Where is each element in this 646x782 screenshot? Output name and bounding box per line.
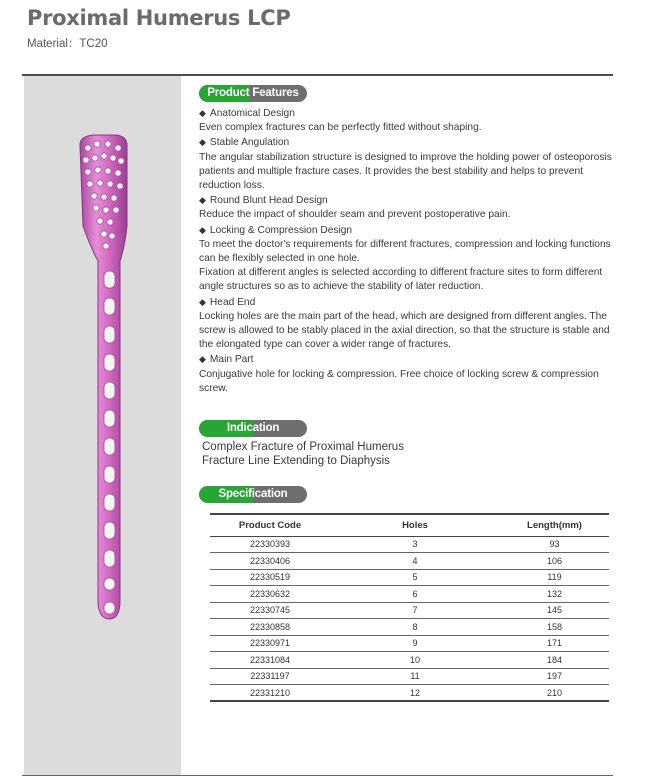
plate-hole	[93, 205, 99, 211]
plate-hole	[101, 194, 107, 200]
column-header-holes: Holes	[330, 514, 500, 536]
bottom-divider	[22, 775, 613, 776]
cell-holes: 6	[330, 586, 500, 603]
plate-hole	[101, 231, 107, 237]
cell-length: 119	[500, 569, 609, 586]
table-row	[210, 536, 609, 553]
plate-image	[24, 76, 181, 775]
plate-hole	[103, 207, 109, 213]
plate-hole	[110, 155, 116, 161]
column-header-product-code: Product Code	[210, 514, 330, 536]
plate-hole	[94, 141, 100, 147]
plate-hole	[104, 410, 115, 427]
cell-holes: 9	[330, 635, 500, 652]
feature-item	[199, 295, 624, 353]
plate-hole	[105, 141, 111, 147]
features-list	[199, 106, 624, 396]
cell-holes: 3	[330, 536, 500, 553]
plate-hole	[83, 157, 89, 163]
feature-heading: ◆ Head End	[199, 295, 624, 310]
table-row	[210, 668, 609, 685]
product-image-panel	[24, 76, 181, 775]
plate-hole	[111, 195, 117, 201]
cell-holes: 12	[330, 685, 500, 702]
feature-text: Locking holes are the main part of the head, which are designed from different angles. The screw is allowed to be stably placed in the axial direction, so that the structure is stable and the elongated type can cover a wider range of fractures.	[199, 310, 610, 351]
cell-length: 93	[500, 536, 609, 553]
table-row	[210, 602, 609, 619]
feature-item	[199, 106, 624, 135]
table-header-row	[210, 514, 609, 536]
specification-heading: Specification	[199, 486, 307, 503]
cell-length: 106	[500, 553, 609, 570]
plate-hole	[92, 155, 98, 161]
cell-length: 171	[500, 635, 609, 652]
feature-item	[199, 223, 624, 295]
plate-hole	[115, 170, 121, 176]
table-row	[210, 586, 609, 603]
feature-heading: ◆ Anatomical Design	[199, 106, 624, 121]
product-features-heading: Product Features	[199, 85, 307, 102]
specification-table	[210, 513, 609, 702]
plate-hole	[115, 145, 121, 151]
plate-hole	[113, 207, 119, 213]
indication-list	[202, 440, 404, 468]
indication-item: Fracture Line Extending to Diaphysis	[202, 455, 390, 467]
cell-length: 210	[500, 685, 609, 702]
plate-hole	[104, 354, 115, 371]
plate-hole	[104, 494, 115, 511]
plate-hole	[85, 145, 91, 151]
plate-hole	[95, 167, 101, 173]
cell-holes: 11	[330, 668, 500, 685]
feature-heading: ◆ Main Part	[199, 352, 624, 367]
plate-hole	[101, 153, 107, 159]
cell-code: 22331197	[210, 668, 330, 685]
table-row	[210, 619, 609, 636]
plate-hole	[97, 180, 103, 186]
cell-holes: 5	[330, 569, 500, 586]
column-header-length: Length(mm)	[500, 514, 609, 536]
feature-heading: ◆ Locking & Compression Design	[199, 223, 624, 238]
cell-length: 197	[500, 668, 609, 685]
plate-hole	[104, 602, 115, 614]
feature-heading: ◆ Stable Angulation	[199, 135, 624, 150]
feature-text: Fixation at different angles is selected according to different fracture sites to form different angle structures so as to achieve the stability of later reduction.	[199, 267, 603, 293]
plate-hole	[104, 550, 115, 567]
plate-hole	[103, 243, 109, 249]
cell-holes: 10	[330, 652, 500, 669]
plate-hole	[85, 169, 91, 175]
cell-length: 132	[500, 586, 609, 603]
cell-code: 22330519	[210, 569, 330, 586]
cell-holes: 8	[330, 619, 500, 636]
plate-hole	[91, 193, 97, 199]
plate-hole	[104, 522, 115, 539]
plate-hole	[107, 181, 113, 187]
feature-text: Reduce the impact of shoulder seam and prevent postoperative pain.	[199, 209, 511, 221]
table-row	[210, 685, 609, 702]
feature-text: Even complex fractures can be perfectly fitted without shaping.	[199, 122, 482, 134]
cell-length: 158	[500, 619, 609, 636]
feature-item	[199, 193, 624, 222]
feature-item	[199, 352, 624, 396]
indication-heading: Indication	[199, 420, 307, 437]
plate-hole	[104, 271, 115, 288]
table-row	[210, 652, 609, 669]
feature-item	[199, 135, 624, 193]
feature-text: To meet the doctor's requirements for different fractures, compression and locking functions can be flexibly selected in one hole.	[199, 238, 611, 265]
cell-length: 184	[500, 652, 609, 669]
plate-hole	[117, 183, 123, 189]
cell-code: 22330858	[210, 619, 330, 636]
cell-code: 22330971	[210, 635, 330, 652]
cell-code: 22330632	[210, 586, 330, 603]
plate-hole	[118, 158, 124, 164]
plate-hole	[104, 438, 115, 455]
table-row	[210, 553, 609, 570]
feature-text: The angular stabilization structure is designed to improve the holding power of osteoporosis patients and multiple fracture cases. It provides the best stability and helps to prevent reduction loss.	[199, 151, 612, 192]
plate-hole	[97, 218, 103, 224]
plate-hole	[104, 326, 115, 343]
page-title: Proximal Humerus LCP	[27, 6, 291, 30]
plate-hole	[104, 382, 115, 399]
indication-item: Complex Fracture of Proximal Humerus	[202, 441, 404, 453]
cell-code: 22330393	[210, 536, 330, 553]
material-label: Material：TC20	[27, 38, 108, 50]
plate-hole	[104, 578, 115, 590]
plate-hole	[87, 181, 93, 187]
cell-length: 145	[500, 602, 609, 619]
cell-code: 22331210	[210, 685, 330, 702]
plate-hole	[104, 298, 115, 315]
table-row	[210, 569, 609, 586]
cell-code: 22330745	[210, 602, 330, 619]
cell-code: 22331084	[210, 652, 330, 669]
feature-heading: ◆ Round Blunt Head Design	[199, 193, 624, 208]
table-row	[210, 635, 609, 652]
cell-code: 22330406	[210, 553, 330, 570]
plate-hole	[109, 233, 115, 239]
feature-text: Conjugative hole for locking & compression. Free choice of locking screw & compression screw.	[199, 368, 599, 394]
cell-holes: 7	[330, 602, 500, 619]
cell-holes: 4	[330, 553, 500, 570]
plate-hole	[104, 466, 115, 483]
plate-hole	[105, 168, 111, 174]
plate-hole	[107, 219, 113, 225]
